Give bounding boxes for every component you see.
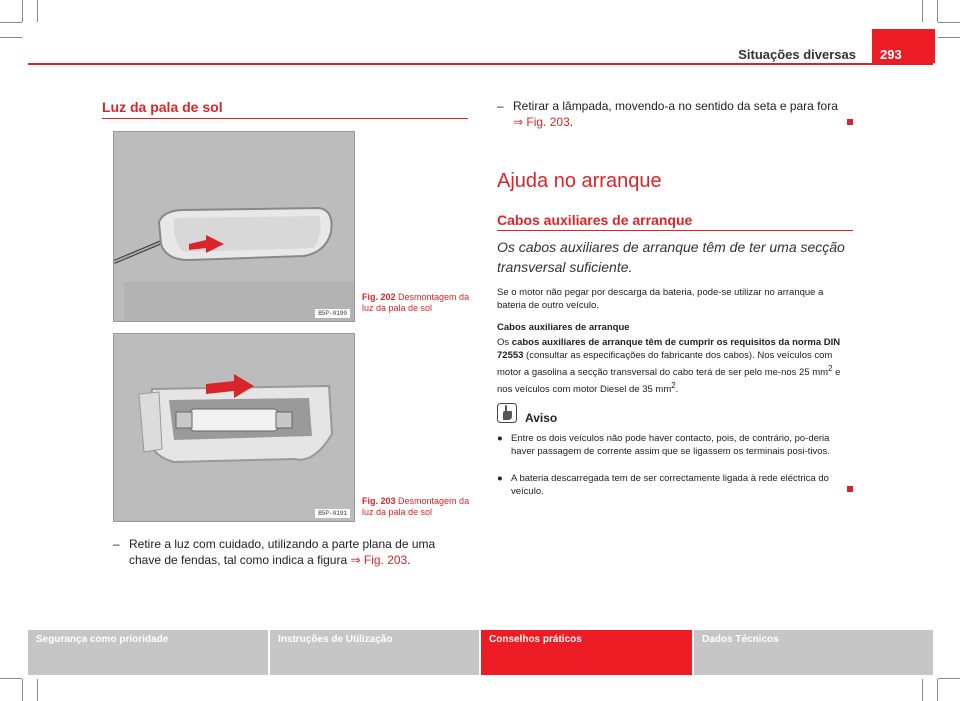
para-text: .: [675, 384, 679, 396]
tab-label: Dados Técnicos: [702, 634, 779, 645]
crop-mark: [922, 0, 923, 22]
subsection-title: Cabos auxiliares de arranque: [497, 212, 693, 228]
section-end-marker: [847, 486, 853, 492]
caption-number: Fig. 202: [362, 292, 396, 302]
light-unit-bulb-illustration: [114, 334, 354, 521]
crop-mark: [22, 679, 23, 701]
tab-dados[interactable]: [694, 630, 933, 675]
sun-visor-light-illustration: [114, 132, 354, 321]
caption-text: Desmontagem da luz da pala de sol: [362, 496, 470, 517]
crop-mark: [938, 678, 960, 679]
tab-instrucoes[interactable]: [270, 630, 479, 675]
running-header: Situações diversas: [738, 47, 856, 62]
paragraph-heading: Cabos auxiliares de arranque: [497, 322, 630, 333]
crop-mark: [37, 0, 38, 22]
caption-text: Desmontagem da luz da pala de sol: [362, 292, 470, 313]
section-end-marker: [847, 119, 853, 125]
crop-mark: [937, 679, 938, 701]
paragraph: [497, 336, 853, 396]
figure-203: [113, 333, 355, 522]
intro-text: Os cabos auxiliares de arranque têm de ter uma secção transversal suficiente.: [497, 239, 845, 275]
step-end: .: [407, 553, 411, 567]
bullet-text: Entre os dois veículos não pode haver contacto, pois, de contrário, po-deria haver passagem de corrente assim que se ligassem os terminais posi-tivos.: [511, 433, 830, 457]
step-end: .: [569, 115, 574, 129]
figure-code: B5P-0190: [315, 309, 350, 318]
crop-mark: [937, 0, 938, 22]
bullet-dot: ●: [497, 473, 503, 484]
crop-mark: [22, 0, 23, 22]
page-number: 293: [872, 29, 935, 63]
crop-mark: [922, 679, 923, 701]
crop-mark: [0, 22, 22, 23]
crop-mark: [0, 678, 22, 679]
superscript: 2: [828, 364, 833, 373]
paragraph: Se o motor não pegar por descarga da bateria, pode-se utilizar no arranque a bateria de outro veículo.: [497, 287, 824, 311]
crop-mark: [938, 37, 960, 38]
superscript: 2: [671, 381, 676, 391]
tab-label: Segurança como prioridade: [36, 634, 169, 645]
header-rule: [28, 63, 933, 65]
tab-seguranca[interactable]: [28, 630, 268, 675]
chapter-tabs: [28, 630, 933, 675]
tab-label: Instruções de Utilização: [278, 634, 393, 645]
step-text: Retirar a lâmpada, movendo-a no sentido da seta e para fora: [513, 99, 838, 113]
bullet-text: A bateria descarregada tem de ser correctamente ligada à rede eléctrica do veículo.: [511, 473, 829, 497]
para-text: (consultar as especificações do fabricante dos cabos). Nos veículos com motor a gasolina a secção transversal do cabo terá de ser pelo me-nos 25 mm: [497, 350, 833, 379]
para-bold-text: cabos auxiliares de arranque têm de cumprir os requisitos da norma DIN 72553: [497, 337, 841, 361]
figure-caption: [362, 292, 470, 314]
step-remove-bulb: [497, 98, 847, 130]
crop-mark: [938, 22, 960, 23]
bullet-dot: ●: [497, 433, 503, 444]
figure-202: [113, 131, 355, 322]
step-text: Retire a luz com cuidado, utilizando a parte plana de uma chave de fendas, tal como indica a figura: [129, 537, 436, 567]
figure-code: B5P-0191: [315, 509, 350, 518]
step-dash: –: [497, 99, 504, 113]
step-dash: –: [113, 537, 120, 551]
bullet-item: [497, 432, 853, 458]
section-title: Luz da pala de sol: [102, 99, 223, 115]
step-remove-light: [113, 536, 469, 568]
crop-mark: [0, 37, 22, 38]
tab-conselhos[interactable]: [481, 630, 692, 675]
bullet-item: [497, 472, 853, 498]
para-text: e nos veículos com motor Diesel de 35 mm: [497, 367, 841, 396]
figure-caption: [362, 496, 470, 518]
warning-title: Aviso: [525, 411, 558, 425]
subsection-rule: [497, 230, 853, 231]
chapter-title: Ajuda no arranque: [497, 170, 662, 192]
caption-number: Fig. 203: [362, 496, 396, 506]
crop-mark: [37, 679, 38, 701]
section-rule: [102, 118, 468, 119]
para-text: Os: [497, 337, 512, 348]
tab-label: Conselhos práticos: [489, 634, 582, 645]
figure-reference-link[interactable]: ⇒ Fig. 203: [350, 553, 408, 567]
note-hand-icon: [497, 403, 517, 423]
figure-reference-link[interactable]: ⇒ Fig. 203: [513, 115, 570, 129]
